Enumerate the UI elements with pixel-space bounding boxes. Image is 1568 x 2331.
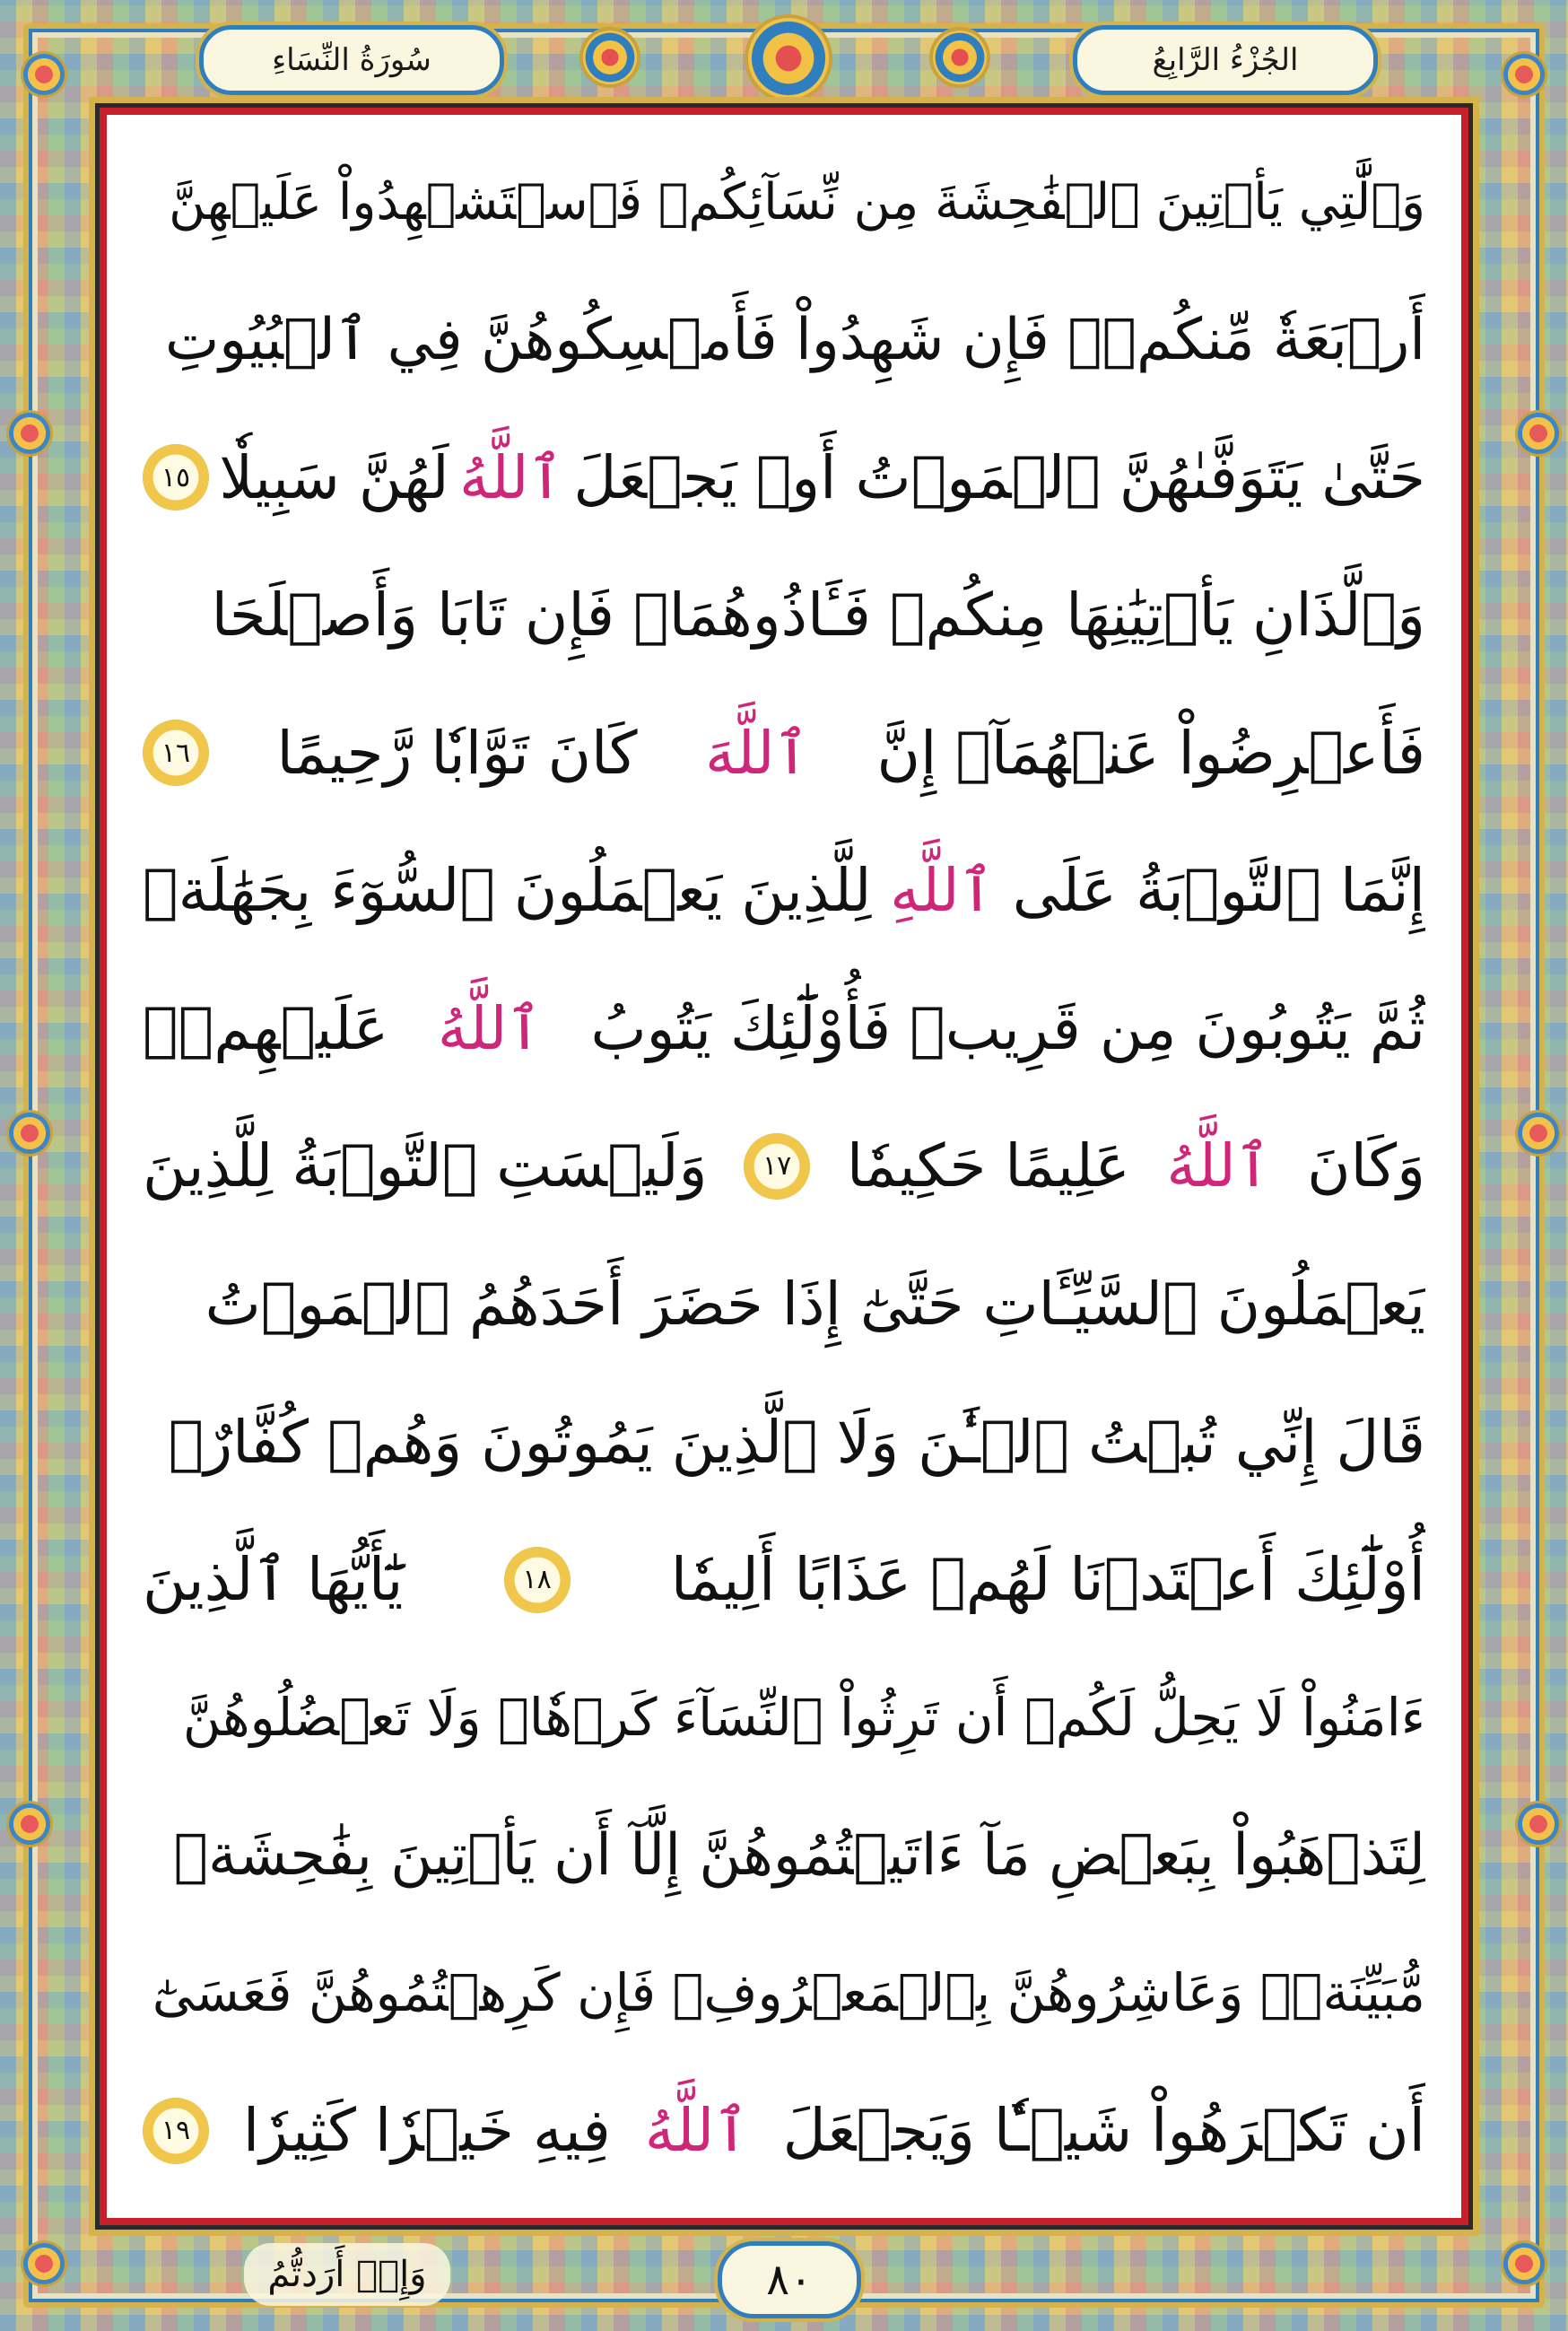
verse-text: يَعۡمَلُونَ ٱلسَّيِّـَٔاتِ حَتَّىٰٓ إِذَا حَضَرَ أَحَدَهُمُ ٱلۡمَوۡتُ [205, 1270, 1425, 1339]
verse-text: مُّبَيِّنَةٖۚ وَعَاشِرُوهُنَّ بِٱلۡمَعۡرُوفِۚ فَإِن كَرِهۡتُمُوهُنَّ فَعَسَىٰٓ [152, 1962, 1425, 2024]
verse-text: ثُمَّ يَتُوبُونَ مِن قَرِيبٖ فَأُوْلَٰٓئِكَ يَتُوبُ [590, 993, 1425, 1063]
verse-panel [100, 108, 1468, 2225]
verse-text: كَانَ تَوَّابٗا رَّحِيمًا [276, 718, 638, 788]
verse-text: لَهُنَّ سَبِيلٗا [219, 442, 449, 512]
verse-text: إِنَّمَا ٱلتَّوۡبَةُ عَلَى [1012, 856, 1425, 926]
frame-medallion-icon [9, 413, 50, 454]
verse-text: فِيهِ خَيۡرٗا كَثِيرٗا [242, 2096, 611, 2166]
frame-medallion-icon [1503, 54, 1545, 95]
ayah-number-marker: ١٧ [744, 1133, 810, 1200]
catchword: وَإِنۡ أَرَدتُّمُ [244, 2243, 450, 2306]
top-medallion-icon [933, 31, 987, 84]
divine-name: ٱللَّهَ [705, 718, 810, 788]
verse-text: عَلِيمًا حَكِيمٗا [846, 1131, 1130, 1201]
verse-text: وَكَانَ [1307, 1131, 1425, 1201]
verse-line [143, 1106, 1425, 1227]
verse-text: وَٱلَّذَانِ يَأۡتِيَٰنِهَا مِنكُمۡ فَـَٔاذُوهُمَاۖ فَإِن تَابَا وَأَصۡلَحَا [211, 581, 1425, 650]
verse-line [143, 1244, 1425, 1365]
verse-text: لِلَّذِينَ يَعۡمَلُونَ ٱلسُّوٓءَ بِجَهَٰلَةٖ [143, 856, 872, 926]
verse-text: أَرۡبَعَةٗ مِّنكُمۡۖ فَإِن شَهِدُواْ فَأَمۡسِكُوهُنَّ فِي ٱلۡبُيُوتِ [164, 307, 1425, 374]
ayah-number-marker: ١٨ [504, 1547, 571, 1613]
verse-line [143, 693, 1425, 813]
divine-name: ٱللَّهُ [1166, 1131, 1271, 1201]
verse-line [143, 1933, 1425, 2053]
frame-medallion-icon [9, 1113, 50, 1154]
frame-medallion-icon [23, 54, 65, 95]
verse-line [143, 1657, 1425, 1777]
verse-text: يَٰٓأَيُّهَا ٱلَّذِينَ [143, 1545, 404, 1615]
verse-text: أَن تَكۡرَهُواْ شَيۡـٔٗا وَيَجۡعَلَ [782, 2096, 1425, 2166]
verse-line [143, 142, 1425, 262]
page-number: ٨٠ [718, 2241, 861, 2318]
verse-text: لِتَذۡهَبُواْ بِبَعۡضِ مَآ ءَاتَيۡتُمُوهُنَّ إِلَّآ أَن يَأۡتِينَ بِفَٰحِشَةٖ [173, 1821, 1425, 1889]
verse-line [143, 831, 1425, 951]
frame-medallion-icon [23, 2243, 65, 2284]
top-medallion-icon [748, 18, 829, 99]
verse-line [143, 1382, 1425, 1502]
verse-text: وَلَيۡسَتِ ٱلتَّوۡبَةُ لِلَّذِينَ [143, 1131, 708, 1201]
divine-name: ٱللَّهُ [458, 442, 563, 512]
frame-medallion-icon [1518, 1113, 1559, 1154]
verse-text: قَالَ إِنِّي تُبۡتُ ٱلۡـَٰٔنَ وَلَا ٱلَّذِينَ يَمُوتُونَ وَهُمۡ كُفَّارٌۚ [168, 1407, 1425, 1477]
ayah-number-marker: ١٩ [143, 2098, 209, 2164]
verse-lines [143, 142, 1425, 2191]
top-medallion-icon [583, 31, 637, 84]
verse-line [143, 555, 1425, 676]
frame-medallion-icon [1503, 2243, 1545, 2284]
verse-line [143, 417, 1425, 537]
verse-line [143, 280, 1425, 400]
verse-text: ءَامَنُواْ لَا يَحِلُّ لَكُمۡ أَن تَرِثُواْ ٱلنِّسَآءَ كَرۡهٗاۖ وَلَا تَعۡضُلُوهُنَّ [182, 1687, 1425, 1749]
divine-name: ٱللَّهُ [437, 993, 542, 1063]
verse-line [143, 2071, 1425, 2191]
ayah-number-marker: ١٦ [143, 720, 209, 786]
verse-text: أُوْلَٰٓئِكَ أَعۡتَدۡنَا لَهُمۡ عَذَابًا أَلِيمٗا [670, 1545, 1425, 1615]
frame-medallion-icon [1518, 1803, 1559, 1845]
verse-line [143, 1520, 1425, 1640]
verse-text: حَتَّىٰ يَتَوَفَّىٰهُنَّ ٱلۡمَوۡتُ أَوۡ يَجۡعَلَ [573, 442, 1425, 512]
ayah-number-marker: ١٥ [143, 444, 209, 511]
frame-medallion-icon [1518, 413, 1559, 454]
verse-text: فَأَعۡرِضُواْ عَنۡهُمَآۗ إِنَّ [876, 718, 1425, 788]
divine-name: ٱللَّهِ [890, 856, 995, 926]
surah-name-header: سُورَةُ النِّسَاءِ [199, 25, 504, 95]
frame-medallion-icon [9, 1803, 50, 1845]
juz-name-header: الجُزْءُ الرَّابِعُ [1073, 25, 1378, 95]
verse-text: عَلَيۡهِمۡۗ [143, 993, 389, 1063]
verse-line [143, 968, 1425, 1088]
verse-line [143, 1795, 1425, 1916]
verse-text: وَٱلَّٰتِي يَأۡتِينَ ٱلۡفَٰحِشَةَ مِن نِّسَآئِكُمۡ فَٱسۡتَشۡهِدُواْ عَلَيۡهِنَّ [169, 172, 1425, 231]
divine-name: ٱللَّهُ [644, 2096, 749, 2166]
